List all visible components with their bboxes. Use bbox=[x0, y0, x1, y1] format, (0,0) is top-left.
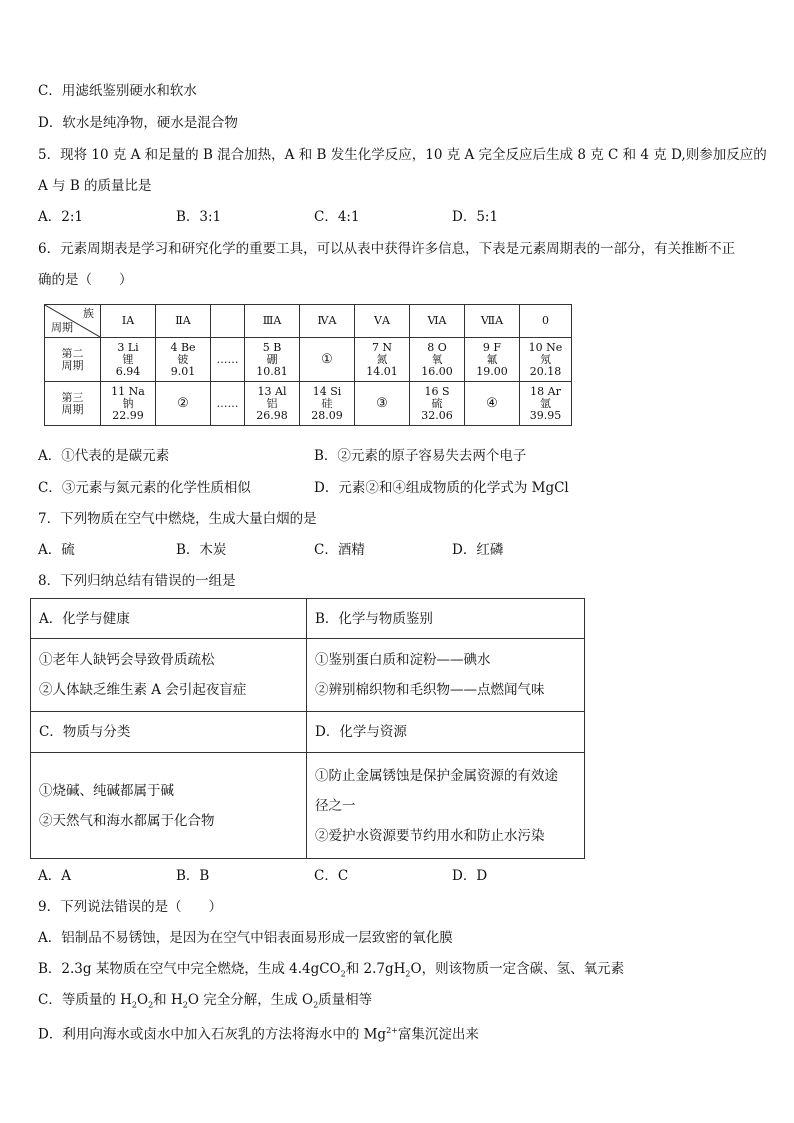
q7-option-b: B．木炭 bbox=[176, 542, 227, 558]
cell-c-item-2: ②天然气和海水都属于化合物 bbox=[39, 812, 215, 829]
element-cell: 5 B 硼 10.81 bbox=[245, 338, 300, 382]
element-cell: 14 Si 硅 28.09 bbox=[300, 382, 355, 426]
q5-option-d: D．5:1 bbox=[452, 209, 499, 225]
cell-b-body bbox=[307, 639, 585, 712]
group-va: ⅤA bbox=[355, 305, 410, 338]
q8-option-b: B．B bbox=[176, 868, 210, 884]
element-cell-marker: ② bbox=[156, 382, 211, 426]
element-cell-marker: ① bbox=[300, 338, 355, 382]
question-8-stem: 8．下列归纳总结有错误的一组是 bbox=[38, 573, 236, 589]
element-cell-marker: ④ bbox=[465, 382, 520, 426]
element-cell: 4 Be 铍 9.01 bbox=[156, 338, 211, 382]
periodic-table bbox=[44, 304, 572, 426]
group-0: 0 bbox=[520, 305, 572, 338]
element-cell: 7 N 氮 14.01 bbox=[355, 338, 410, 382]
element-cell: 11 Na 钠 22.99 bbox=[101, 382, 156, 426]
q9-option-b: B．2.3g 某物质在空气中完全燃烧，生成 4.4gCO$_2$和 $2.7gH_2O$，则该物质一定含碳、氢、氧元素 bbox=[38, 961, 625, 979]
period-2-label: 第二 周期 bbox=[45, 338, 101, 382]
cell-d-head: D．化学与资源 bbox=[307, 712, 585, 753]
q9-option-d: D．利用向海水或卤水中加入石灰乳的方法将海水中的 $Mg^{2+}$富集沉淀出来 bbox=[38, 1026, 479, 1043]
q9-option-a: A．铝制品不易锈蚀，是因为在空气中铝表面易形成一层致密的氧化膜 bbox=[38, 930, 453, 946]
question-7-stem: 7．下列物质在空气中燃烧，生成大量白烟的是 bbox=[38, 511, 317, 527]
summary-table bbox=[30, 598, 585, 859]
element-cell: 3 Li 锂 6.94 bbox=[101, 338, 156, 382]
cell-b-item-2: ②辨别棉织物和毛织物——点燃闻气味 bbox=[315, 682, 545, 698]
cell-d-item-1-cont: 径之一 bbox=[315, 797, 356, 814]
cell-c-body bbox=[31, 753, 307, 859]
period-3-label: 第三 周期 bbox=[45, 382, 101, 426]
group-iiia: ⅢA bbox=[245, 305, 300, 338]
question-6-stem-cont: 确的是（ ） bbox=[38, 272, 133, 288]
cell-a-item-1: ①老年人缺钙会导致骨质疏松 bbox=[39, 652, 215, 668]
q5-option-a: A．2:1 bbox=[38, 209, 83, 225]
cell-c-head: C．物质与分类 bbox=[31, 712, 307, 753]
cell-a-head: A．化学与健康 bbox=[31, 599, 307, 639]
group-iva: ⅣA bbox=[300, 305, 355, 338]
ellipsis-cell: …… bbox=[211, 382, 245, 426]
group-gap bbox=[211, 305, 245, 338]
q5-option-c: C．4:1 bbox=[314, 209, 360, 225]
q8-option-a: A．A bbox=[38, 868, 71, 884]
cell-c-item-1: ①烧碱、纯碱都属于碱 bbox=[39, 782, 174, 799]
option-line-c: C．用滤纸鉴别硬水和软水 bbox=[38, 83, 197, 99]
q7-option-d: D．红磷 bbox=[452, 542, 504, 558]
q9-option-c: C．等质量的 $H_2O_2$和 $H_2O$ 完全分解，生成 $O_2$质量相等 bbox=[38, 992, 373, 1010]
element-cell: 16 S 硫 32.06 bbox=[410, 382, 465, 426]
element-cell: 18 Ar 氩 39.95 bbox=[520, 382, 572, 426]
group-via: ⅥA bbox=[410, 305, 465, 338]
group-iia: ⅡA bbox=[156, 305, 211, 338]
element-cell: 13 Al 铝 26.98 bbox=[245, 382, 300, 426]
cell-b-item-1: ①鉴别蛋白质和淀粉——碘水 bbox=[315, 652, 491, 668]
option-line-d: D．软水是纯净物，硬水是混合物 bbox=[38, 115, 238, 131]
question-5-stem-cont: A 与 B 的质量比是 bbox=[38, 178, 152, 194]
q6-option-d: D．元素②和④组成物质的化学式为 MgCl bbox=[314, 480, 569, 496]
question-6-stem: 6．元素周期表是学习和研究化学的重要工具，可以从表中获得许多信息，下表是元素周期表的一部分，有关推断不正 bbox=[38, 241, 736, 257]
q7-option-a: A．硫 bbox=[38, 542, 75, 558]
cell-d-body bbox=[307, 753, 585, 859]
question-5-stem: 5．现将 10 克 A 和足量的 B 混合加热，A 和 B 发生化学反应，10 克 A 完全反应后生成 8 克 C 和 4 克 D,则参加反应的 bbox=[38, 147, 767, 163]
q8-option-d: D．D bbox=[452, 868, 488, 884]
q6-option-b: B．②元素的原子容易失去两个电子 bbox=[314, 448, 527, 464]
q5-option-b: B．3:1 bbox=[176, 209, 222, 225]
q7-option-c: C．酒精 bbox=[314, 542, 365, 558]
cell-b-head: B．化学与物质鉴别 bbox=[307, 599, 585, 639]
cell-d-item-1: ①防止金属锈蚀是保护金属资源的有效途 bbox=[315, 767, 558, 784]
element-cell-marker: ③ bbox=[355, 382, 410, 426]
q6-option-c: C．③元素与氮元素的化学性质相似 bbox=[38, 480, 251, 496]
table-corner bbox=[45, 305, 101, 338]
ellipsis-cell: …… bbox=[211, 338, 245, 382]
cell-a-body bbox=[31, 639, 307, 712]
group-header-label: 族 bbox=[83, 307, 94, 320]
element-cell: 10 Ne 氖 20.18 bbox=[520, 338, 572, 382]
group-viia: ⅦA bbox=[465, 305, 520, 338]
cell-d-item-2: ②爱护水资源要节约用水和防止水污染 bbox=[315, 827, 545, 844]
question-9-stem: 9．下列说法错误的是（ ） bbox=[38, 899, 223, 915]
q8-option-c: C．C bbox=[314, 868, 349, 884]
cell-a-item-2: ②人体缺乏维生素 A 会引起夜盲症 bbox=[39, 682, 247, 698]
element-cell: 9 F 氟 19.00 bbox=[465, 338, 520, 382]
group-ia: ⅠA bbox=[101, 305, 156, 338]
period-header-label: 周期 bbox=[51, 321, 73, 334]
q6-option-a: A．①代表的是碳元素 bbox=[38, 448, 170, 464]
element-cell: 8 O 氧 16.00 bbox=[410, 338, 465, 382]
